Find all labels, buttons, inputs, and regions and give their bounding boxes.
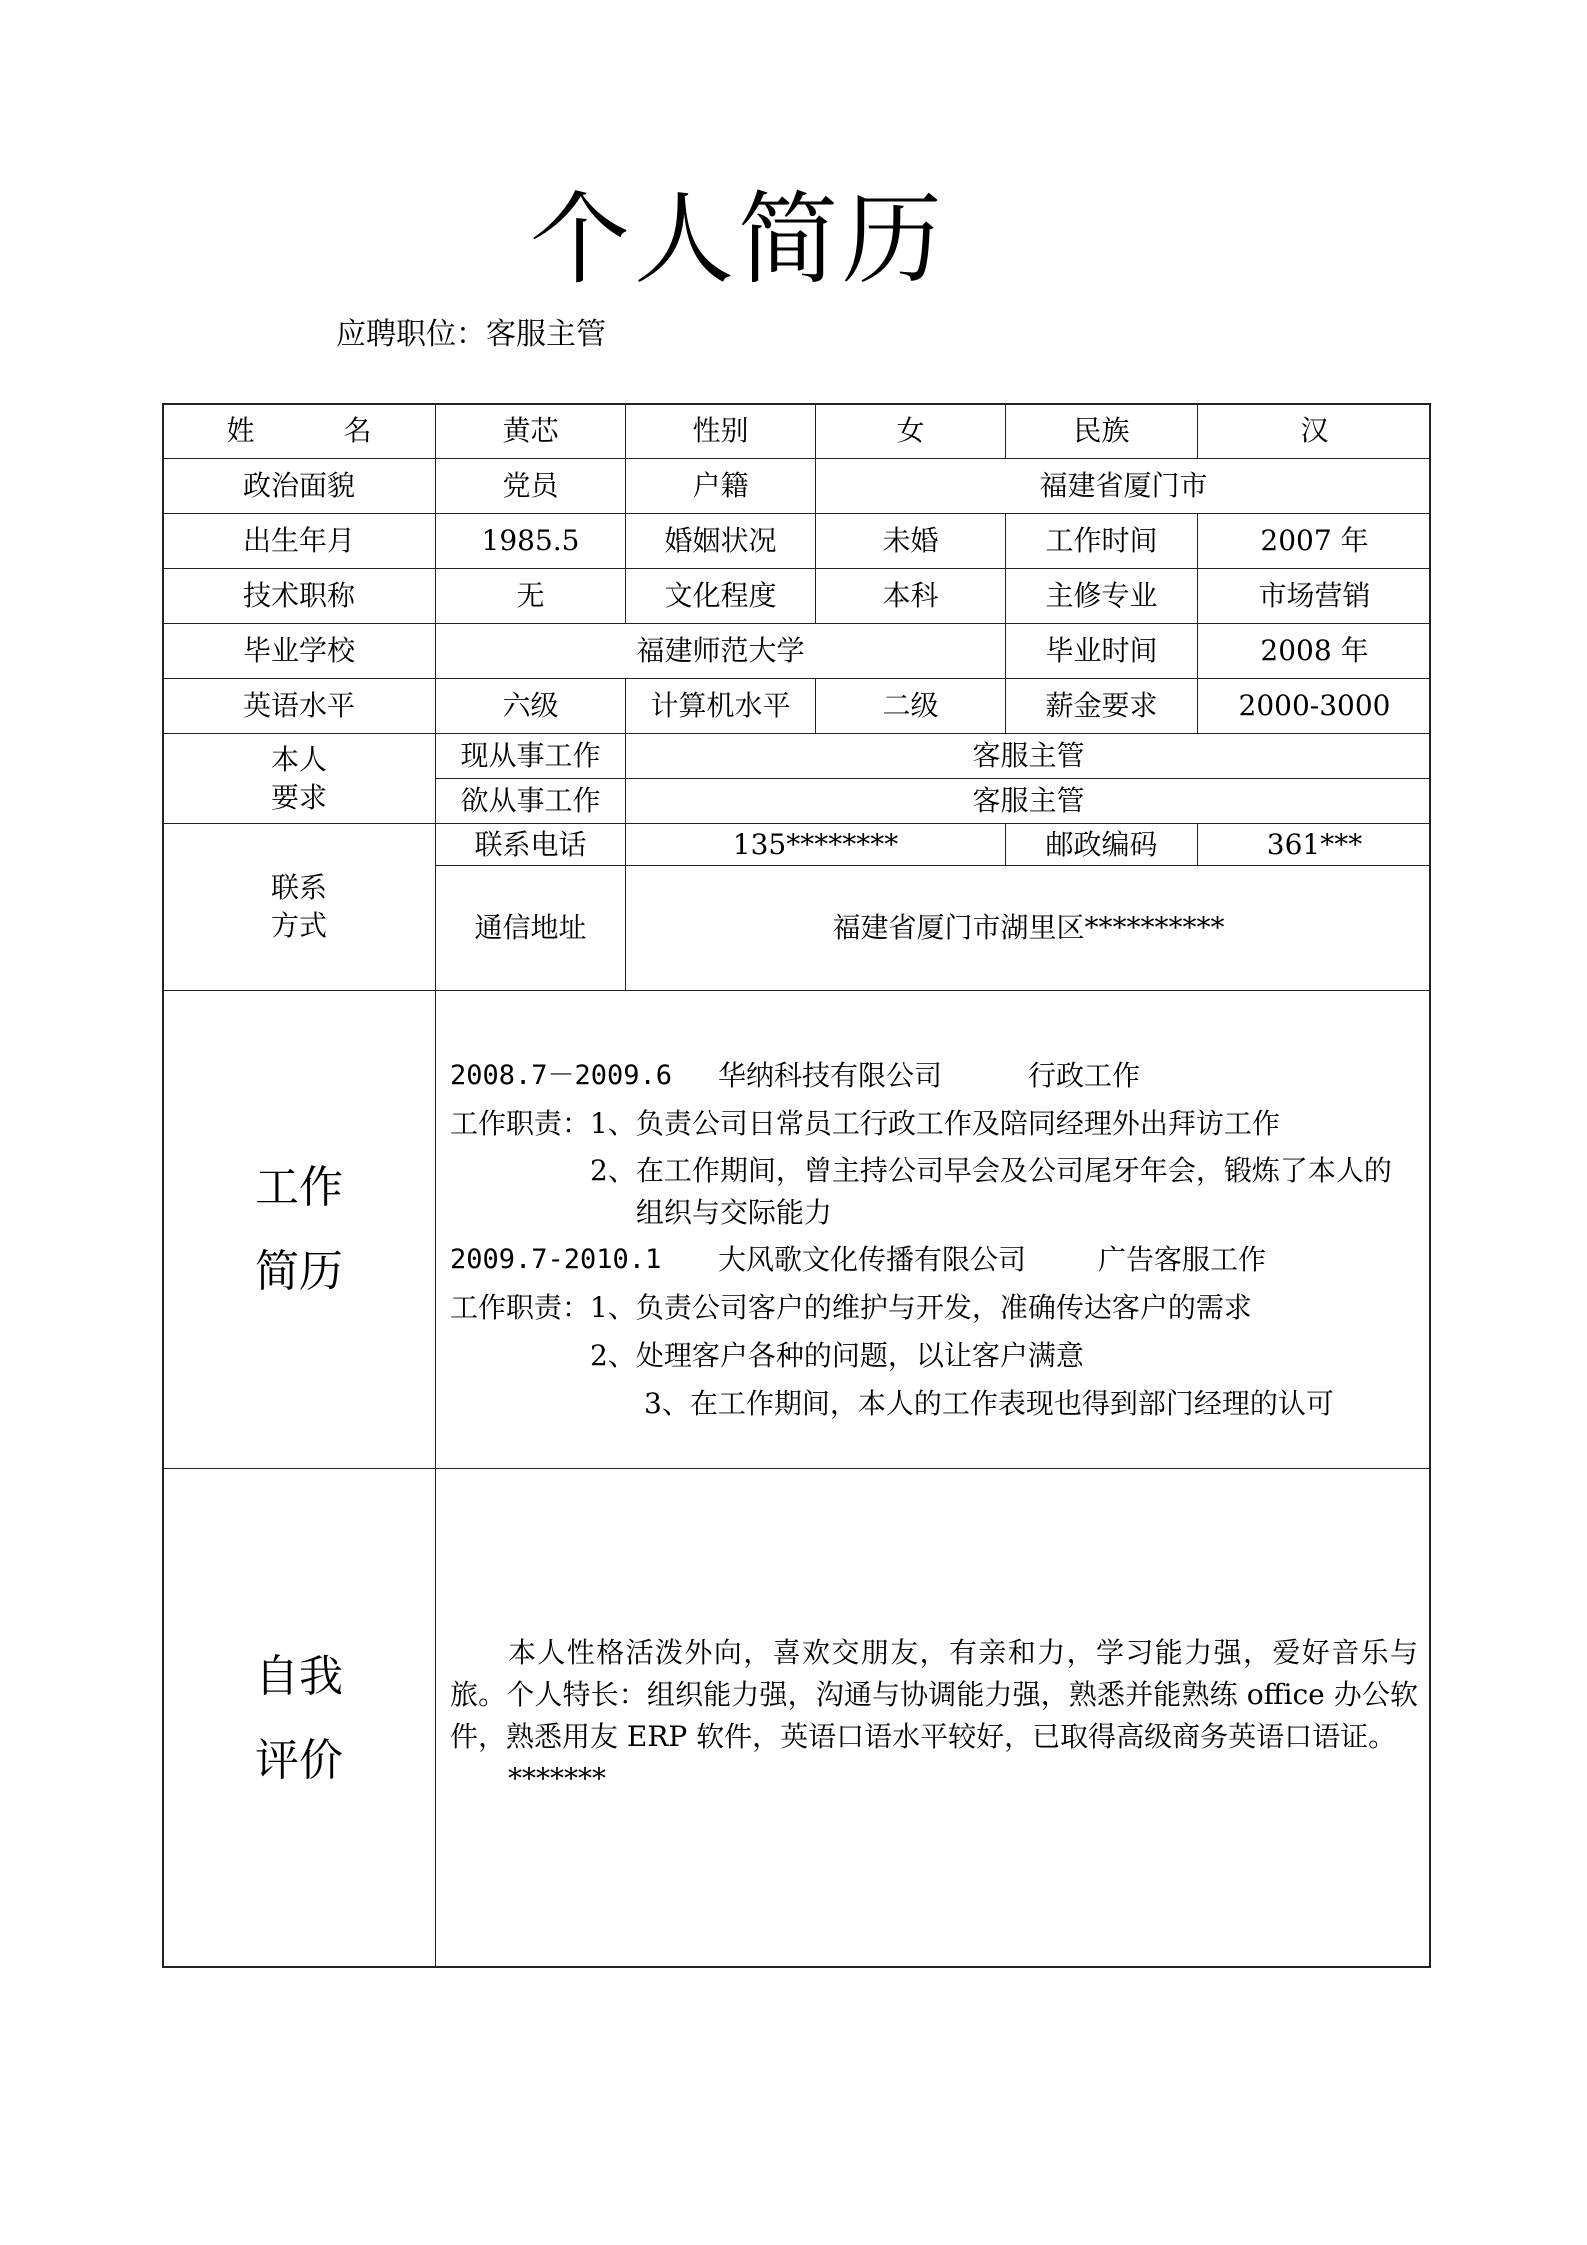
graduation-value: 2008 年	[1260, 634, 1369, 668]
education-value: 本科	[882, 579, 939, 613]
desired-job-value-cell	[625, 778, 1431, 823]
job2-role: 广告客服工作	[1098, 1243, 1267, 1276]
school-value: 福建师范大学	[636, 634, 805, 668]
job1-role: 行政工作	[1028, 1059, 1141, 1092]
english-label: 英语水平	[242, 689, 355, 723]
self-eval-label-line2: 评价	[255, 1734, 343, 1786]
contact-label-cell	[162, 823, 435, 990]
current-job-label: 现从事工作	[460, 739, 601, 773]
ethnicity-label-cell	[1005, 403, 1197, 458]
education-value-cell	[815, 568, 1005, 623]
computer-value: 二级	[882, 689, 939, 723]
requirements-label-cell	[162, 733, 435, 823]
desired-job-value: 客服主管	[972, 784, 1085, 818]
self-eval-stars: *******	[508, 1762, 606, 1795]
resume-title: 个人简历	[530, 181, 946, 298]
major-value-cell	[1197, 568, 1431, 623]
name-label-cell	[162, 403, 435, 458]
job2-duty-2: 2、处理客户各种的问题，以让客户满意	[590, 1339, 1084, 1372]
graduation-label-cell	[1005, 623, 1197, 678]
phone-label-cell	[435, 823, 625, 865]
work-history-content	[450, 1052, 1425, 1428]
current-job-value-cell	[625, 733, 1431, 778]
gender-label: 性别	[692, 414, 749, 448]
school-value-cell	[435, 623, 1005, 678]
address-value: 福建省厦门市湖里区**********	[832, 911, 1225, 945]
birth-label-cell	[162, 513, 435, 568]
address-label-cell	[435, 865, 625, 990]
phone-value-cell	[625, 823, 1005, 865]
job2-duty-1: 工作职责：1、负责公司客户的维护与开发，准确传达客户的需求	[450, 1291, 1252, 1324]
job1-duty-1: 工作职责：1、负责公司日常员工行政工作及陪同经理外出拜访工作	[450, 1107, 1280, 1140]
name-value: 黄芯	[502, 414, 559, 448]
work-start-value-cell	[1197, 513, 1431, 568]
hukou-value: 福建省厦门市	[1039, 469, 1208, 503]
hukou-label-cell	[625, 458, 815, 513]
salary-value-cell	[1197, 678, 1431, 733]
zip-value-cell	[1197, 823, 1431, 865]
contact-label-line1: 联系	[270, 871, 327, 905]
political-value-cell	[435, 458, 625, 513]
zip-label: 邮政编码	[1045, 827, 1158, 861]
hukou-value-cell	[815, 458, 1431, 513]
job2-duty-3: 3、在工作期间，本人的工作表现也得到部门经理的认可	[644, 1387, 1334, 1420]
political-label: 政治面貌	[242, 469, 355, 503]
school-label: 毕业学校	[242, 634, 355, 668]
marital-value: 未婚	[882, 524, 939, 558]
gender-label-cell	[625, 403, 815, 458]
political-value: 党员	[502, 469, 559, 503]
computer-label-cell	[625, 678, 815, 733]
english-value-cell	[435, 678, 625, 733]
self-eval-label-line1: 自我	[255, 1650, 343, 1702]
zip-value: 361***	[1266, 827, 1363, 861]
ethnicity-value: 汉	[1300, 414, 1329, 448]
english-label-cell	[162, 678, 435, 733]
gender-value: 女	[896, 414, 925, 448]
job1-period: 2008.7－2009.6	[450, 1060, 673, 1091]
self-eval-label-cell	[162, 1468, 435, 1968]
job1-duty-2: 在工作期间，曾主持公司早会及公司尾牙年会，锻炼了本人的组织与交际能力	[635, 1154, 1392, 1229]
ethnicity-value-cell	[1197, 403, 1431, 458]
job2-company: 大风歌文化传播有限公司	[718, 1243, 1027, 1276]
name-label: 姓 名	[226, 414, 412, 448]
work-start-value: 2007 年	[1260, 524, 1369, 558]
job2-header	[450, 1236, 1425, 1284]
school-label-cell	[162, 623, 435, 678]
requirements-label-line1: 本人	[270, 742, 327, 776]
education-label-cell	[625, 568, 815, 623]
self-eval-text: 本人性格活泼外向，喜欢交朋友，有亲和力，学习能力强，爱好音乐与旅。个人特长：组织能力强，沟通与协调能力强，熟悉并能熟练 office 办公软件，熟悉用友 ERP 软件，英语口语水平较好，已取得高级商务英语口语证。	[450, 1636, 1418, 1753]
birth-value-cell	[435, 513, 625, 568]
major-value: 市场营销	[1258, 579, 1371, 613]
job1-company: 华纳科技有限公司	[718, 1059, 943, 1092]
political-label-cell	[162, 458, 435, 513]
address-value-cell	[625, 865, 1431, 990]
job1-header	[450, 1052, 1425, 1100]
gender-value-cell	[815, 403, 1005, 458]
computer-value-cell	[815, 678, 1005, 733]
tech-title-value: 无	[516, 579, 545, 613]
address-label: 通信地址	[474, 911, 587, 945]
work-history-label-line2: 简历	[255, 1245, 343, 1297]
phone-label: 联系电话	[474, 827, 587, 861]
graduation-value-cell	[1197, 623, 1431, 678]
current-job-value: 客服主管	[972, 739, 1085, 773]
current-job-label-cell	[435, 733, 625, 778]
desired-job-label-cell	[435, 778, 625, 823]
education-label: 文化程度	[664, 579, 777, 613]
requirements-label-line2: 要求	[270, 780, 327, 814]
major-label: 主修专业	[1045, 579, 1158, 613]
marital-label: 婚姻状况	[664, 524, 777, 558]
work-start-label-cell	[1005, 513, 1197, 568]
tech-title-value-cell	[435, 568, 625, 623]
contact-label-line2: 方式	[270, 909, 327, 942]
work-start-label: 工作时间	[1045, 524, 1158, 558]
major-label-cell	[1005, 568, 1197, 623]
ethnicity-label: 民族	[1073, 414, 1130, 448]
name-value-cell	[435, 403, 625, 458]
hukou-label: 户籍	[692, 469, 749, 503]
english-value: 六级	[502, 689, 559, 723]
tech-title-label: 技术职称	[242, 579, 355, 613]
job1-duty-2-row	[450, 1150, 1425, 1234]
salary-label: 薪金要求	[1045, 689, 1158, 723]
work-history-label-line1: 工作	[255, 1161, 343, 1213]
computer-label: 计算机水平	[650, 689, 791, 723]
salary-label-cell	[1005, 678, 1197, 733]
desired-job-label: 欲从事工作	[460, 784, 601, 818]
zip-label-cell	[1005, 823, 1197, 865]
marital-value-cell	[815, 513, 1005, 568]
self-eval-content	[450, 1632, 1418, 1800]
birth-value: 1985.5	[481, 524, 580, 558]
job2-period: 2009.7-2010.1	[450, 1244, 662, 1275]
job1-duty-2-number: 2、	[590, 1154, 636, 1187]
applied-position: 应聘职位：客服主管	[336, 317, 606, 352]
phone-value: 135********	[732, 827, 899, 861]
graduation-label: 毕业时间	[1045, 634, 1158, 668]
birth-label: 出生年月	[242, 524, 355, 558]
tech-title-label-cell	[162, 568, 435, 623]
work-history-label-cell	[162, 990, 435, 1468]
salary-value: 2000-3000	[1238, 689, 1391, 723]
marital-label-cell	[625, 513, 815, 568]
